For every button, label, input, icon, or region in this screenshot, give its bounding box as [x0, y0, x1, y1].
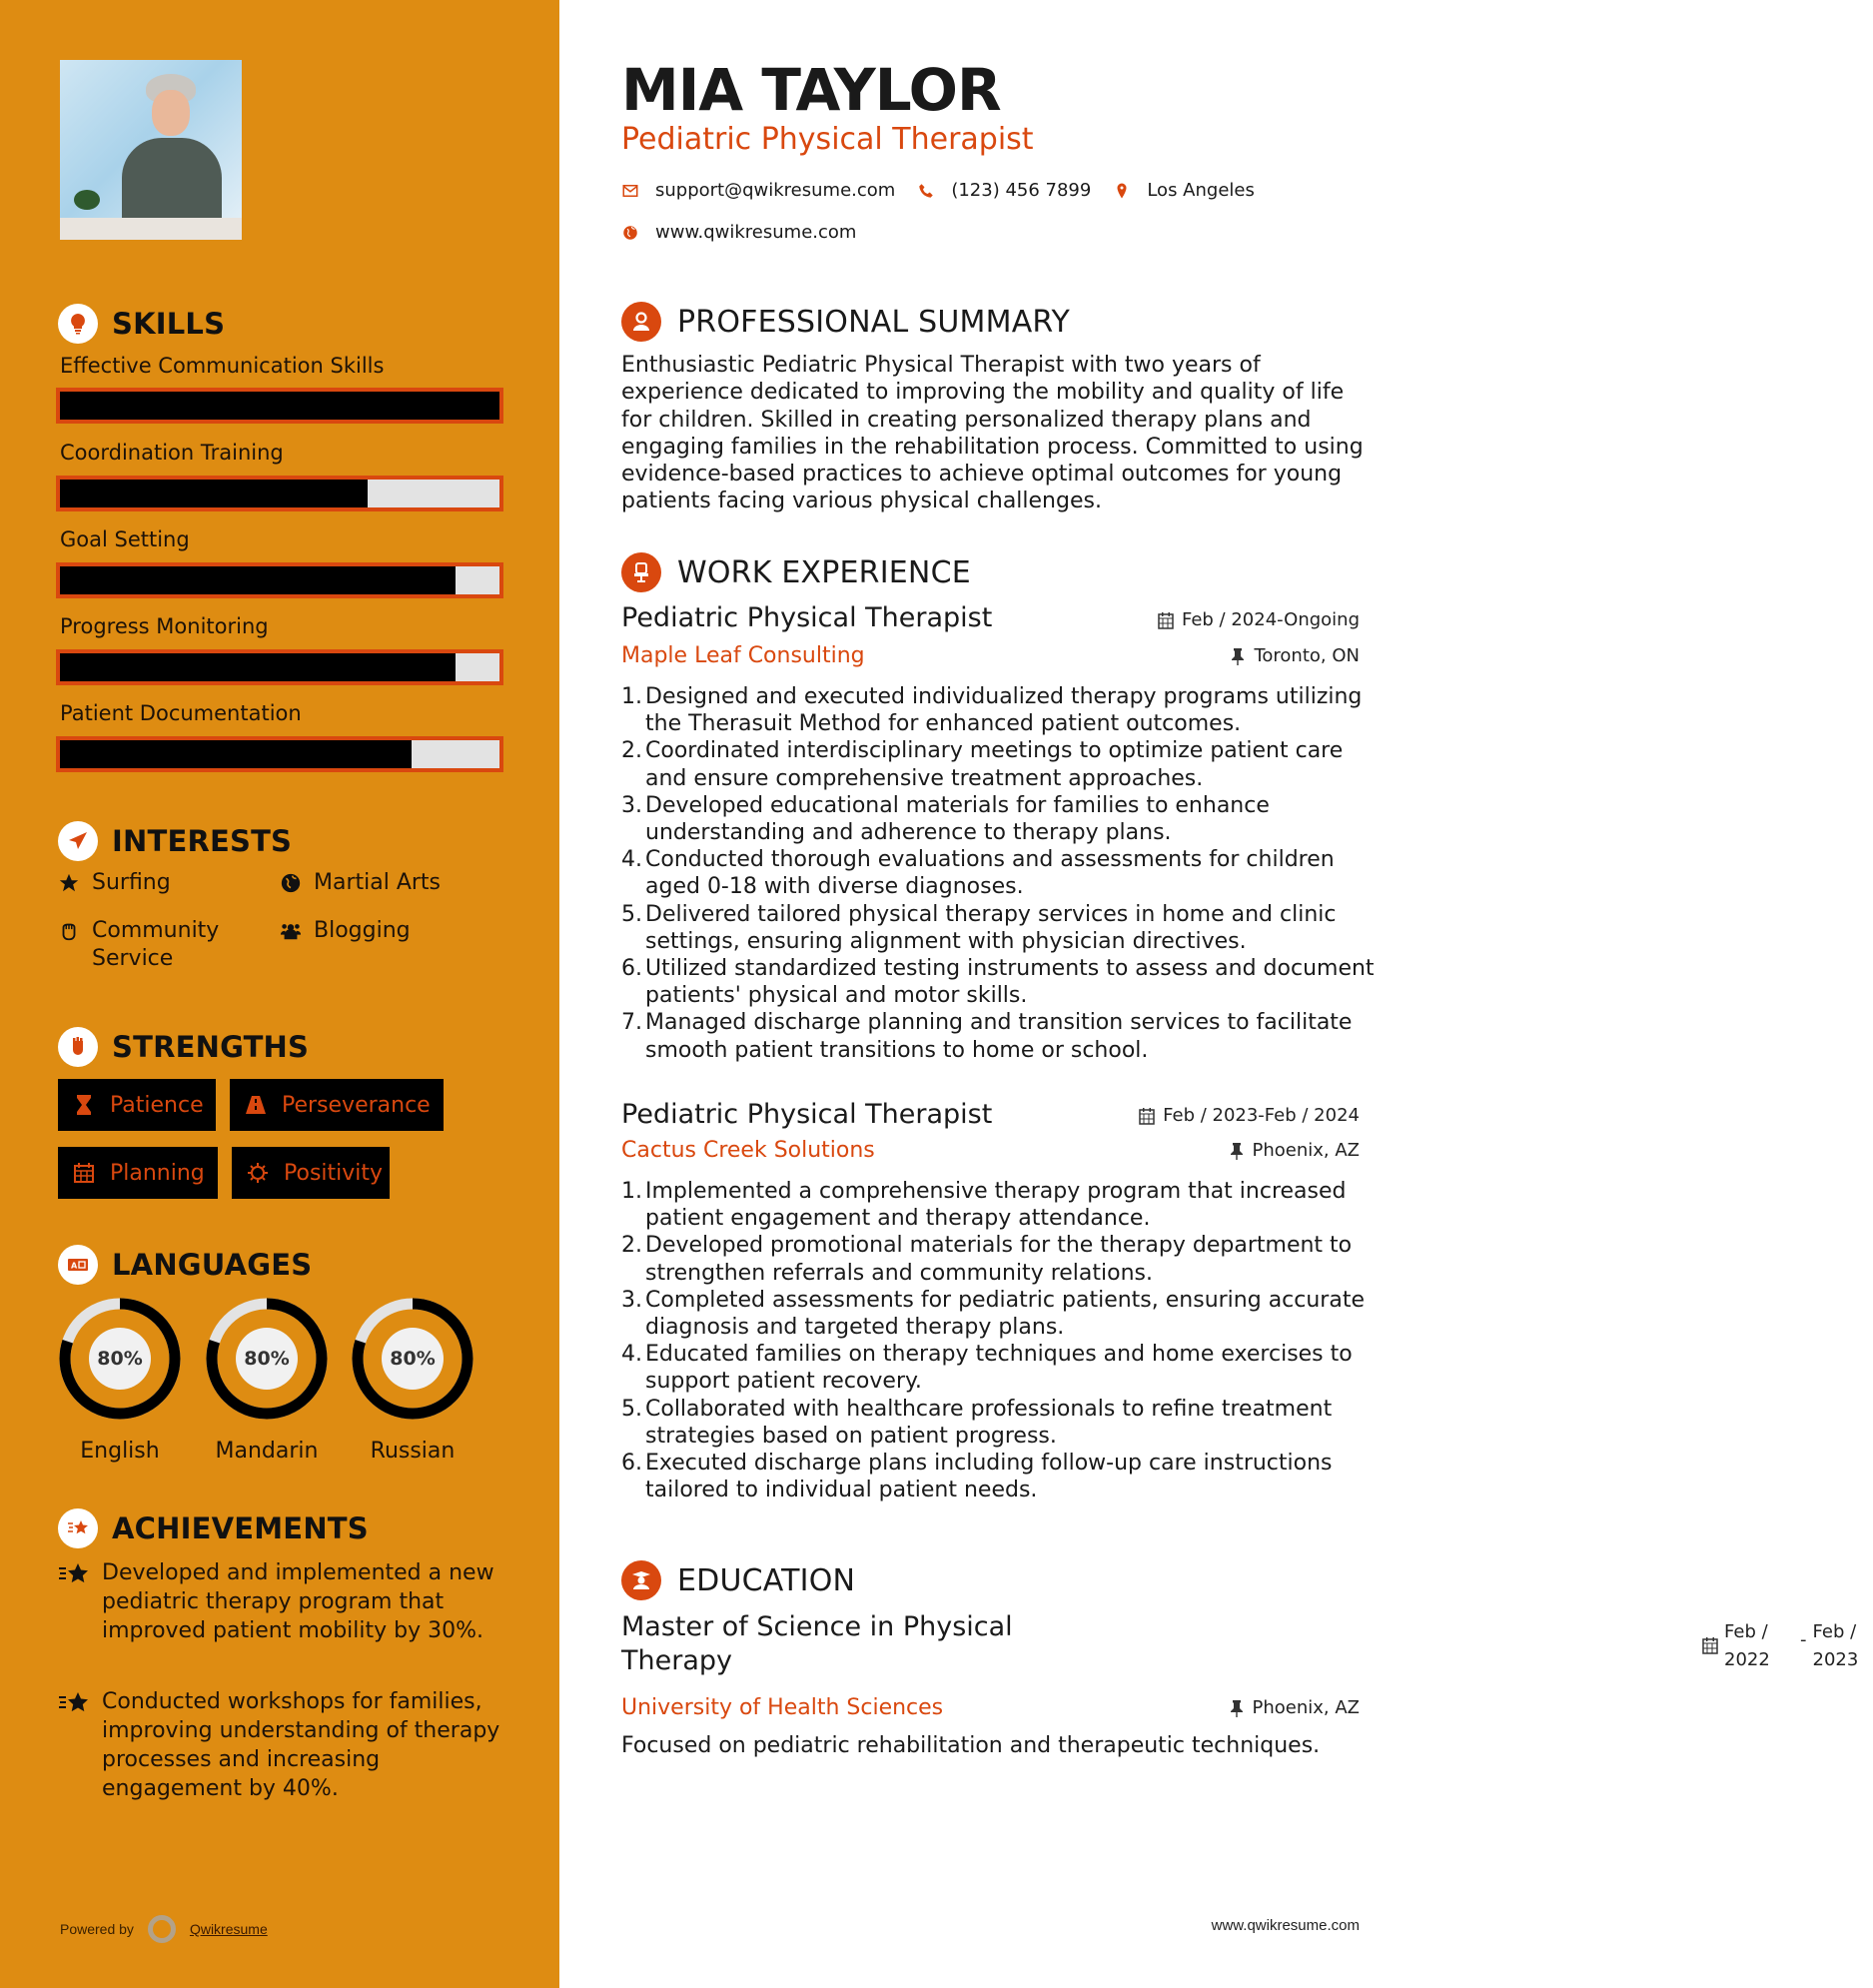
interest-item: [58, 917, 258, 973]
skill-bar-fill: [60, 480, 368, 507]
education-heading: [621, 1560, 855, 1600]
strengths-heading: [58, 1027, 309, 1067]
strength-label: Positivity: [284, 1160, 384, 1186]
photo-body: [122, 138, 222, 228]
job-bullet: 4. Educated families on therapy techniques and home exercises to support patient recovery.: [621, 1342, 1353, 1395]
globe-icon: [280, 872, 302, 894]
globe-icon: [621, 224, 639, 242]
skill-label: Coordination Training: [60, 441, 284, 465]
language-donut: [205, 1297, 329, 1421]
job-dates-text: Feb / 2024-Ongoing: [1181, 609, 1360, 630]
language-percent: 80%: [382, 1328, 444, 1390]
language-donut: [351, 1297, 474, 1421]
envelope-icon: [621, 182, 639, 200]
job-title: Pediatric Physical Therapist: [621, 1099, 993, 1130]
skill-label: Effective Communication Skills: [60, 354, 385, 378]
contact-row-2: [621, 222, 878, 243]
interest-label: Blogging: [314, 918, 411, 943]
lightbulb-icon: [58, 304, 98, 344]
calendar-icon: [1139, 1107, 1155, 1125]
contact-row: [621, 180, 1277, 201]
hourglass-icon: [72, 1093, 96, 1117]
language-item: [58, 1297, 182, 1464]
achievements-heading: [58, 1508, 369, 1548]
skill-bar-fill: [60, 392, 499, 420]
phone-icon: [917, 182, 935, 200]
language-icon: [58, 1245, 98, 1285]
candidate-name: MIA TAYLOR: [621, 56, 1001, 124]
education-start: Feb / 2022: [1724, 1621, 1770, 1670]
interest-label: Surfing: [92, 870, 171, 895]
job-bullets: [621, 1178, 1381, 1503]
company-name: Cactus Creek Solutions: [621, 1138, 875, 1163]
interests-title: INTERESTS: [112, 824, 293, 858]
map-pin-icon: [1113, 182, 1131, 200]
contact-phone: [917, 180, 1091, 201]
shooting-star-icon: [58, 1689, 90, 1717]
language-percent: 80%: [236, 1328, 298, 1390]
language-percent: 80%: [89, 1328, 151, 1390]
job-location-text: Toronto, ON: [1254, 645, 1360, 666]
job-dates: [1139, 1105, 1360, 1126]
achievement-item: [58, 1687, 507, 1803]
calendar-icon: [1702, 1636, 1718, 1654]
skills-title: SKILLS: [112, 307, 226, 341]
calendar-icon: [1158, 611, 1174, 629]
job-bullet: 6. Executed discharge plans including follow-up care instructions tailored to individual patient needs.: [621, 1451, 1333, 1503]
job-bullet: 2. Coordinated interdisciplinary meetings to optimize patient care and ensure comprehensive treatment approaches.: [621, 738, 1344, 791]
interest-item: [280, 917, 411, 945]
strength-label: Planning: [110, 1160, 205, 1186]
shooting-star-icon: [58, 1508, 98, 1548]
job-location: [1229, 1140, 1361, 1161]
user-icon: [621, 302, 661, 342]
education-dates: [1702, 1618, 1873, 1674]
sidebar: [0, 0, 559, 1988]
contact-email: [621, 180, 895, 201]
job-bullets: [621, 683, 1381, 1064]
calendar-icon: [72, 1161, 96, 1185]
language-name: Russian: [370, 1439, 456, 1464]
photo-face: [152, 90, 190, 136]
shooting-star-icon: [58, 1560, 90, 1588]
qwikresume-logo-icon: [148, 1915, 176, 1943]
school-name: University of Health Sciences: [621, 1695, 944, 1720]
job-title: Pediatric Physical Therapist: [621, 602, 993, 633]
hand-icon: [58, 920, 80, 942]
chair-icon: [621, 552, 661, 592]
job-bullet: 5. Collaborated with healthcare professionals to refine treatment strategies based on patient progress.: [621, 1396, 1333, 1449]
languages-title: LANGUAGES: [112, 1248, 313, 1282]
experience-heading: [621, 552, 971, 592]
pushpin-icon: [1230, 647, 1246, 665]
language-name: English: [80, 1439, 160, 1464]
pushpin-icon: [1229, 1699, 1245, 1717]
skill-bar: [56, 476, 503, 511]
users-icon: [280, 920, 302, 942]
language-item: [205, 1297, 329, 1464]
skill-bar-fill: [60, 740, 412, 768]
job-bullet: 3. Completed assessments for pediatric patients, ensuring accurate diagnosis and targeted therapy plans.: [621, 1287, 1365, 1341]
job-bullet: 3. Developed educational materials for families to enhance understanding and adherence to therapy plans.: [621, 792, 1270, 846]
strength-label: Perseverance: [282, 1092, 431, 1118]
language-name: Mandarin: [215, 1439, 319, 1464]
achievement-text: Conducted workshops for families, improving understanding of therapy processes and increasing engagement by 40%.: [102, 1689, 500, 1801]
skill-bar-fill: [60, 566, 456, 594]
education-location-text: Phoenix, AZ: [1252, 1697, 1360, 1718]
education-title: EDUCATION: [677, 1562, 856, 1598]
powered-by-label: Powered by: [60, 1921, 134, 1937]
skill-bar-fill: [60, 653, 456, 681]
job-bullet: 5. Delivered tailored physical therapy services in home and clinic settings, ensuring alignment with physician directives.: [621, 901, 1337, 954]
skill-bar: [56, 649, 503, 685]
skill-bar: [56, 736, 503, 772]
job-bullet: 6. Utilized standardized testing instruments to assess and document patients' physical and motor skills.: [621, 956, 1375, 1009]
strength-badge: [58, 1147, 218, 1199]
job-bullet: 1. Designed and executed individualized therapy programs utilizing the Therasuit Method for enhanced patient outcomes.: [621, 684, 1363, 737]
job-dates-text: Feb / 2023-Feb / 2024: [1163, 1105, 1360, 1126]
job-bullet: 7. Managed discharge planning and transition services to facilitate smooth patient transitions to home or school.: [621, 1010, 1353, 1063]
summary-text: Enthusiastic Pediatric Physical Therapist with two years of experience dedicated to improving the mobility and quality of life for children. Skilled in creating personalized therapy plans and engaging families in the rehabilitation process. Committed to using evidence-based practices to achieve optimal outcomes for young patients facing various physical challenges.: [621, 353, 1364, 514]
skill-bar: [56, 562, 503, 598]
company-name: Maple Leaf Consulting: [621, 643, 865, 668]
main-content: [559, 0, 1859, 1988]
location-text: Los Angeles: [1147, 180, 1255, 201]
contact-website: [621, 222, 856, 243]
job-bullet: 2. Developed promotional materials for the therapy department to strengthen referrals and community relations.: [621, 1233, 1353, 1286]
skill-label: Goal Setting: [60, 527, 190, 551]
job-bullet: 4. Conducted thorough evaluations and assessments for children aged 0-18 with diverse diagnoses.: [621, 847, 1335, 900]
fist-icon: [58, 1027, 98, 1067]
job-location: [1230, 645, 1360, 666]
interest-item: [58, 869, 171, 897]
skill-label: Progress Monitoring: [60, 614, 269, 638]
profile-photo: [60, 60, 242, 240]
language-item: [351, 1297, 474, 1464]
languages-heading: [58, 1245, 312, 1285]
road-icon: [244, 1093, 268, 1117]
skill-label: Patient Documentation: [60, 701, 302, 725]
contact-location: [1113, 180, 1255, 201]
education-location: [1229, 1697, 1361, 1718]
degree-title: Master of Science in Physical Therapy: [621, 1611, 1013, 1676]
education-description: Focused on pediatric rehabilitation and therapeutic techniques.: [621, 1733, 1321, 1758]
paper-plane-icon: [58, 821, 98, 861]
summary-title: PROFESSIONAL SUMMARY: [677, 304, 1071, 340]
language-donut: [58, 1297, 182, 1421]
strengths-title: STRENGTHS: [112, 1030, 310, 1064]
pushpin-icon: [1229, 1142, 1245, 1160]
qwikresume-link[interactable]: Qwikresume: [189, 1921, 268, 1937]
interest-label: Community Service: [92, 918, 220, 971]
achievement-item: [58, 1558, 507, 1645]
email-text[interactable]: support@qwikresume.com: [655, 180, 896, 201]
experience-title: WORK EXPERIENCE: [677, 554, 971, 590]
strength-label: Patience: [110, 1092, 204, 1118]
summary-heading: [621, 302, 1070, 342]
job-location-text: Phoenix, AZ: [1252, 1140, 1360, 1161]
interest-item: [280, 869, 441, 897]
phone-text: (123) 456 7899: [951, 180, 1092, 201]
education-end: Feb / 2023: [1812, 1621, 1859, 1670]
interest-label: Martial Arts: [314, 870, 442, 895]
sun-icon: [246, 1161, 270, 1185]
powered-by: [60, 1915, 268, 1943]
photo-desk: [60, 218, 242, 240]
achievement-text: Developed and implemented a new pediatric therapy program that improved patient mobility by 30%.: [102, 1560, 494, 1643]
job-bullet: 1. Implemented a comprehensive therapy program that increased patient engagement and therapy attendance.: [621, 1179, 1347, 1232]
svg-text:A: A: [71, 1261, 78, 1271]
photo-plant: [74, 190, 100, 210]
website-text[interactable]: www.qwikresume.com: [655, 222, 857, 243]
skill-bar: [56, 388, 503, 424]
education-date-dash: -: [1800, 1629, 1807, 1650]
footer-website[interactable]: www.qwikresume.com: [1211, 1917, 1360, 1934]
strength-badge: [232, 1147, 390, 1199]
achievements-title: ACHIEVEMENTS: [112, 1511, 369, 1545]
graduate-icon: [621, 1560, 661, 1600]
interests-heading: [58, 821, 292, 861]
strength-badge: [230, 1079, 444, 1131]
strength-badge: [58, 1079, 216, 1131]
candidate-role: Pediatric Physical Therapist: [621, 122, 1034, 157]
job-dates: [1158, 609, 1360, 630]
skills-heading: [58, 304, 225, 344]
star-icon: [58, 872, 80, 894]
